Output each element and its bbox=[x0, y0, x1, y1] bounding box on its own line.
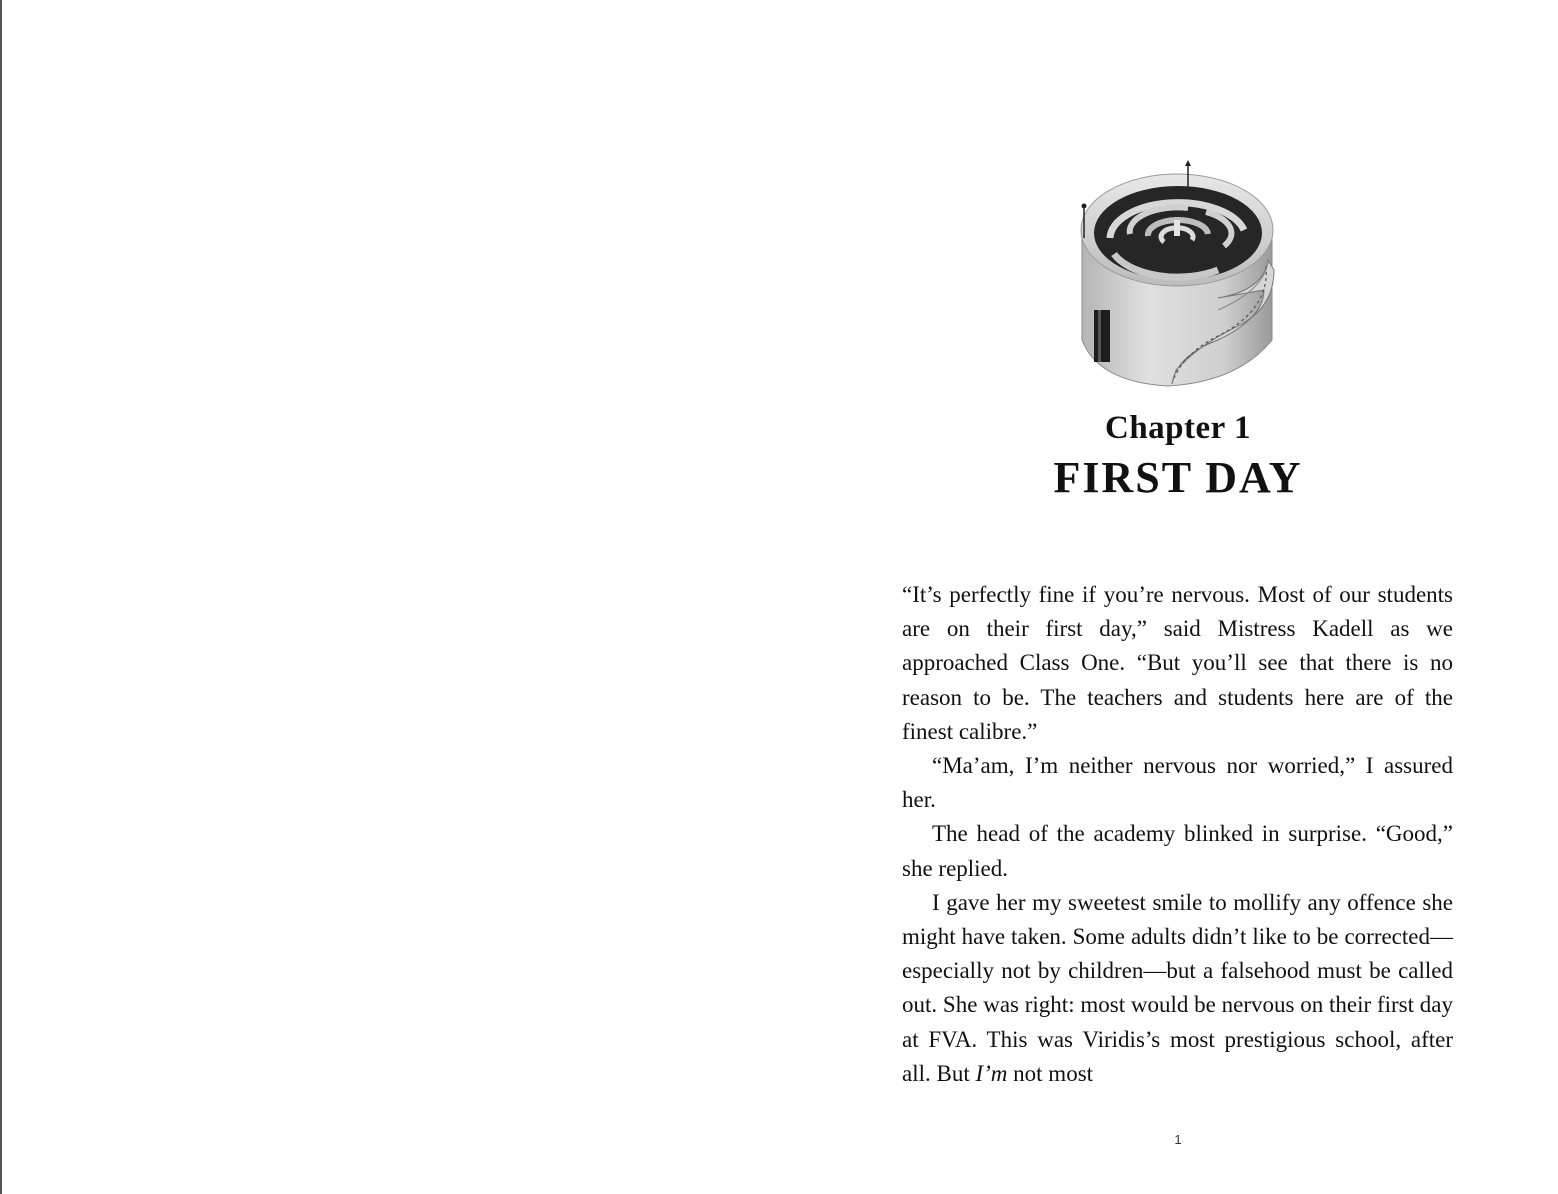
paragraph-4-text: I gave her my sweetest smile to mollify any offence she might have taken. Some adults didn’t like to be corrected—especially not by children—but a falsehood must be called out. She was right: most would be nervous on their first day at FVA. This was Viridis’s most prestigious school, after all. But bbox=[902, 889, 1453, 1086]
chapter-title: FIRST DAY bbox=[1053, 453, 1303, 502]
chapter-number: Chapter 1 bbox=[1105, 410, 1251, 446]
paragraph-4 bbox=[902, 886, 1453, 1091]
page-number: 1 bbox=[1174, 1132, 1182, 1147]
paragraph-3: The head of the academy blinked in surprise. “Good,” she replied. bbox=[902, 821, 1453, 881]
chapter-body-text bbox=[902, 578, 1453, 1091]
paragraph-2: “Ma’am, I’m neither nervous nor worried,” I assured her. bbox=[902, 753, 1453, 813]
paragraph-4-emphasis: I’m bbox=[975, 1060, 1008, 1086]
paragraph-4-text-end: not most bbox=[1007, 1060, 1094, 1086]
right-page bbox=[778, 0, 1558, 1194]
maze-tower-icon bbox=[1068, 150, 1288, 400]
left-page-blank bbox=[2, 0, 778, 1194]
paragraph-1: “It’s perfectly fine if you’re nervous. Most of our students are on their first day,” said Mistress Kadell as we approached Class One. “But you’ll see that there is no reason to be. The teachers and students here are of the finest calibre.” bbox=[902, 582, 1453, 744]
